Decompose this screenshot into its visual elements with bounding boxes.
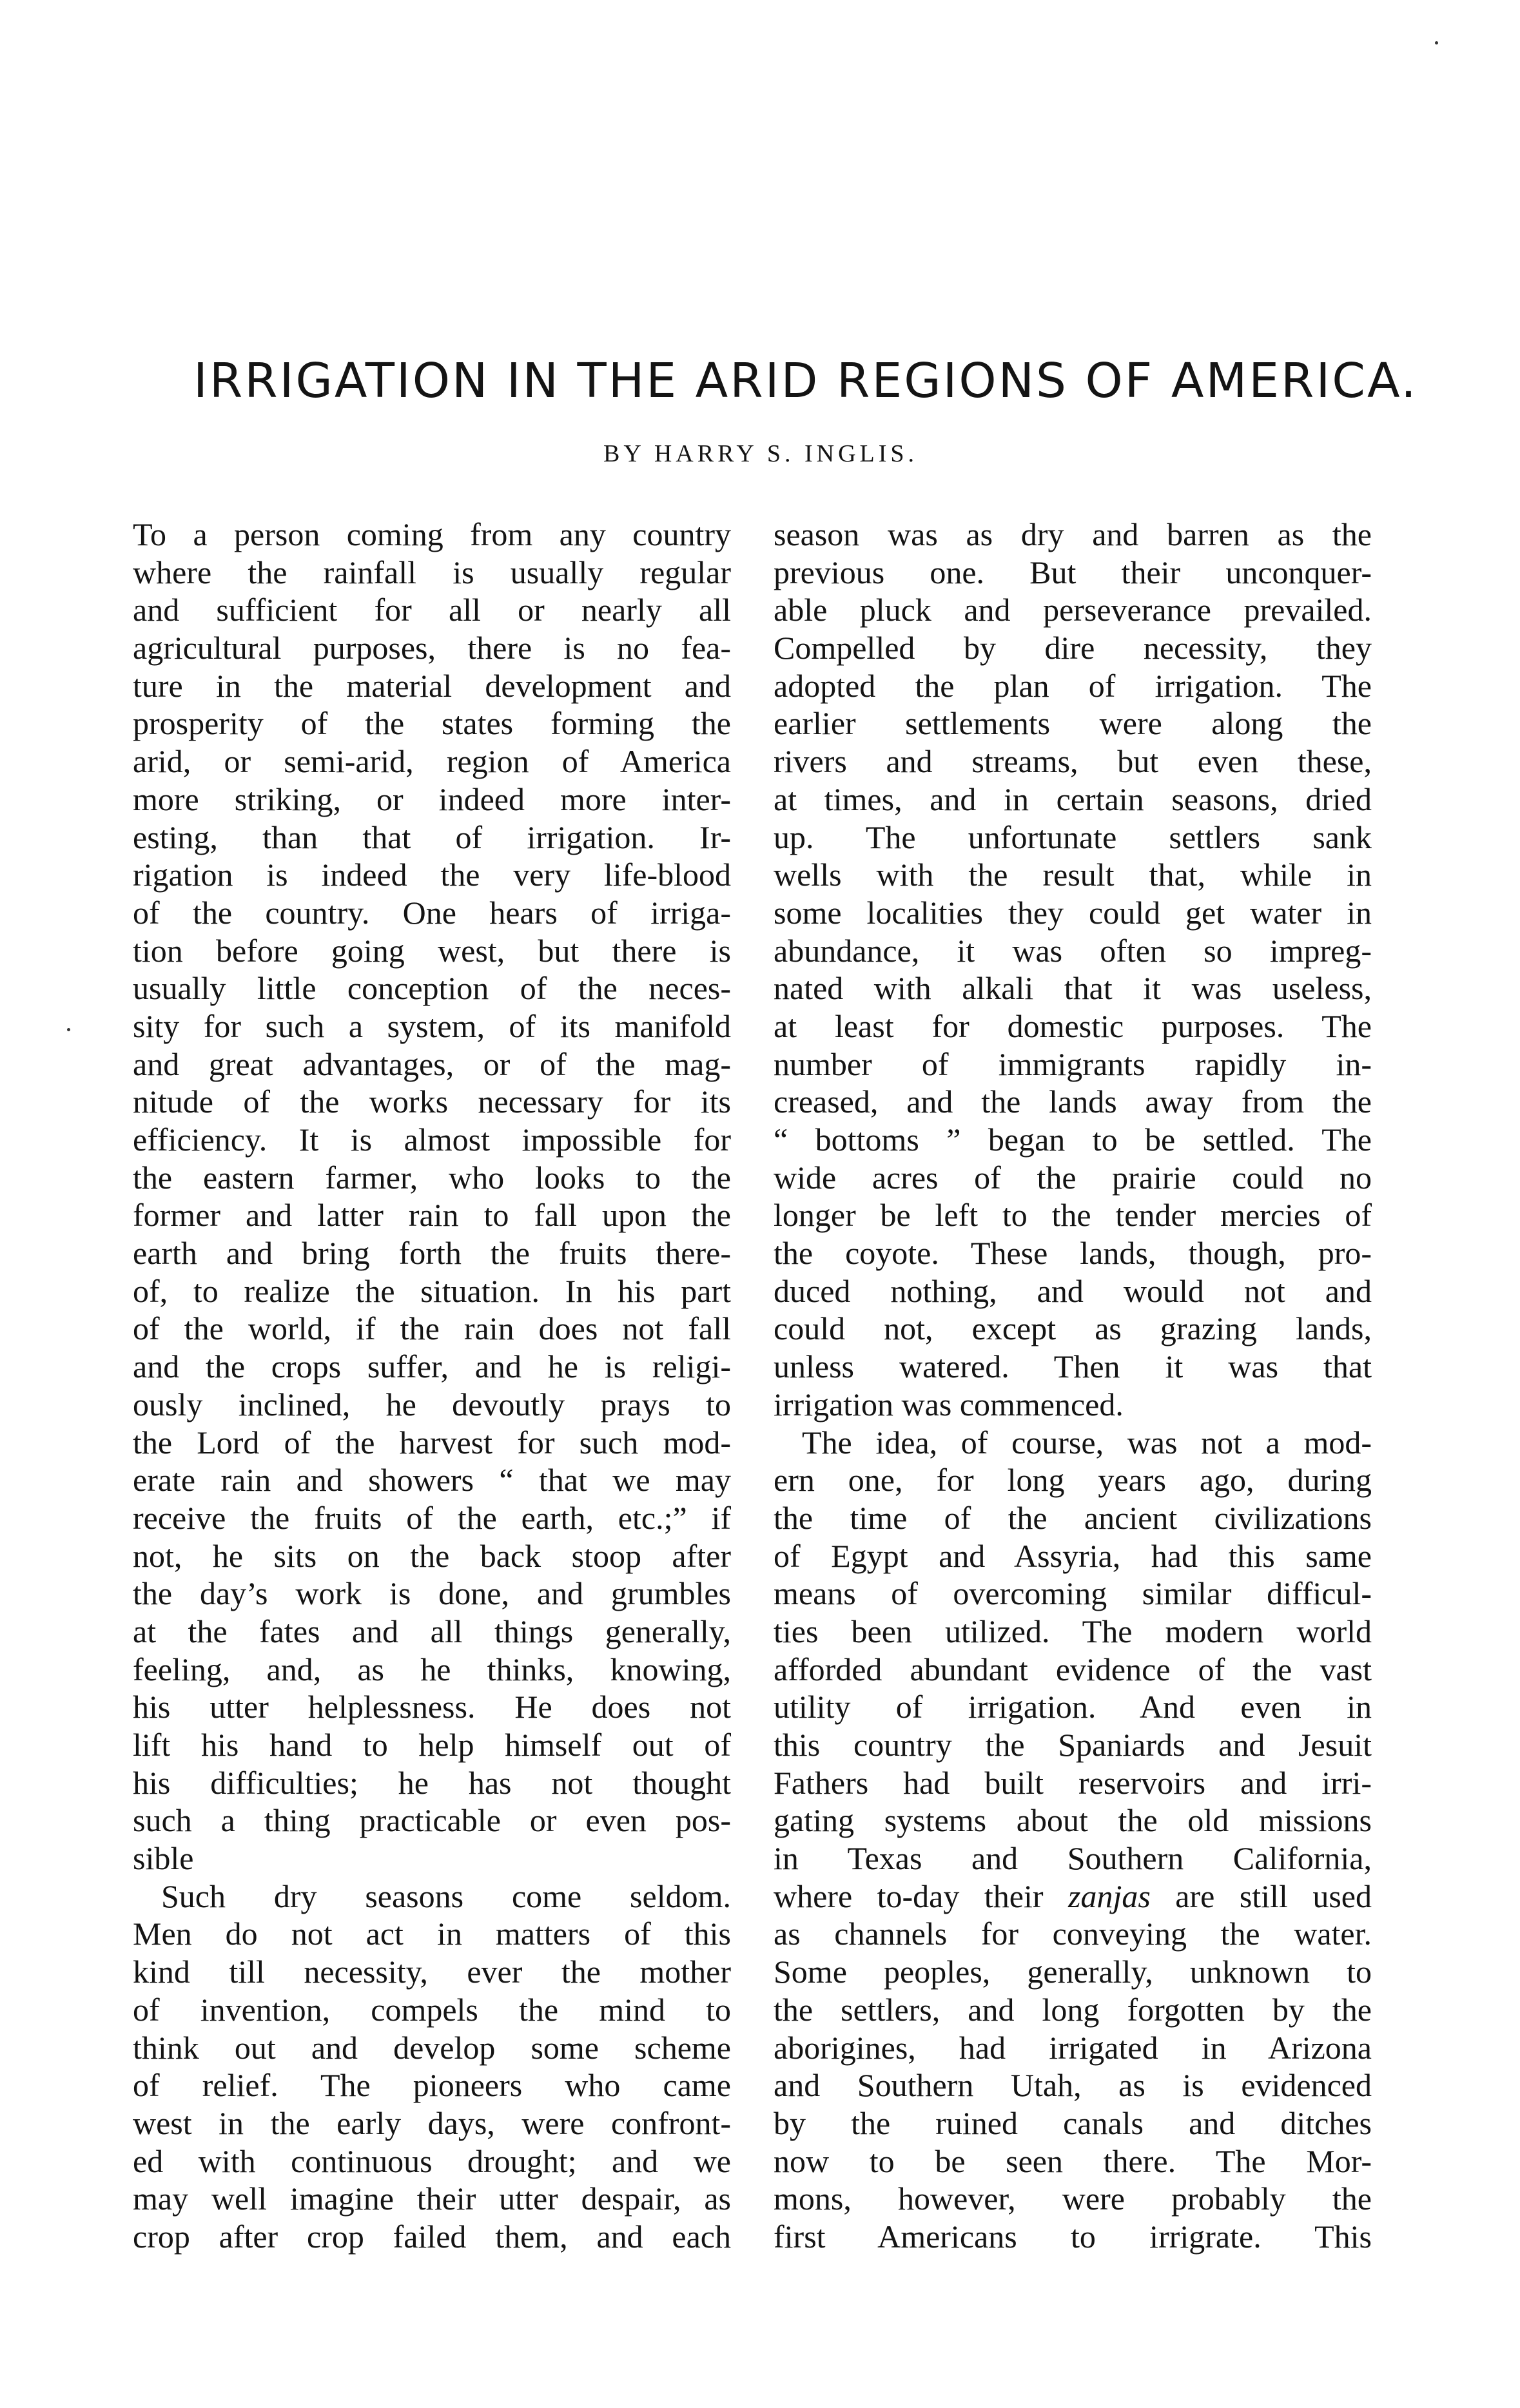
text-line: earth and bring forth the fruits there-	[133, 1235, 731, 1272]
text-line: Fathers had built reservoirs and irri-	[774, 1764, 1372, 1801]
text-line: now to be seen there. The Mor-	[774, 2142, 1372, 2179]
text-line: and sufficient for all or nearly all	[133, 592, 731, 628]
text-line: esting, than that of irrigation. Ir-	[133, 819, 731, 855]
text-line: and the crops suffer, and he is religi-	[133, 1348, 731, 1385]
text-line: Some peoples, generally, unknown to	[774, 1954, 1372, 1990]
text-line: unless watered. Then it was that	[774, 1348, 1372, 1385]
text-line: by the ruined canals and ditches	[774, 2104, 1372, 2141]
text-line: season was as dry and barren as the	[774, 516, 1372, 552]
text-line: previous one. But their unconquer-	[774, 554, 1372, 590]
text-line: wide acres of the prairie could no	[774, 1159, 1372, 1196]
text-line: “ bottoms ” began to be settled. The	[774, 1121, 1372, 1158]
text-line: the settlers, and long forgotten by the	[774, 1991, 1372, 2028]
text-line: abundance, it was often so impreg-	[774, 932, 1372, 969]
text-line: think out and develop some scheme	[133, 2029, 731, 2066]
text-line: not, he sits on the back stoop after	[133, 1537, 731, 1574]
text-line: longer be left to the tender mercies of	[774, 1197, 1372, 1234]
text-line: Men do not act in matters of this	[133, 1916, 731, 1952]
text-line: nitude of the works necessary for its	[133, 1083, 731, 1120]
text-line: of, to realize the situation. In his part	[133, 1272, 731, 1309]
text-line: his utter helplessness. He does not	[133, 1689, 731, 1725]
text-line: irrigation was commenced.	[774, 1386, 1124, 1422]
text-line: agricultural purposes, there is no fea-	[133, 630, 731, 666]
text-line: usually little conception of the neces-	[133, 970, 731, 1007]
text-line: of the world, if the rain does not fall	[133, 1310, 731, 1347]
text-line: where the rainfall is usually regular	[133, 554, 731, 590]
text-line: and Southern Utah, as is evidenced	[774, 2067, 1372, 2104]
text-line: mons, however, were probably the	[774, 2180, 1372, 2217]
print-speck-top	[1435, 41, 1438, 44]
text-line: the eastern farmer, who looks to the	[133, 1159, 731, 1196]
text-line: this country the Spaniards and Jesuit	[774, 1727, 1372, 1763]
text-line: efficiency. It is almost impossible for	[133, 1121, 731, 1158]
text-line: of invention, compels the mind to	[133, 1991, 731, 2028]
text-line: may well imagine their utter despair, as	[133, 2180, 731, 2217]
text-line: west in the early days, were confront-	[133, 2104, 731, 2141]
text-line: the coyote. These lands, though, pro-	[774, 1235, 1372, 1272]
text-line: ously inclined, he devoutly prays to	[133, 1386, 731, 1422]
text-line: more striking, or indeed more inter-	[133, 781, 731, 817]
text-line: at least for domestic purposes. The	[774, 1007, 1372, 1044]
text-line: The idea, of course, was not a mod-	[802, 1424, 1372, 1461]
text-line: crop after crop failed them, and each	[133, 2218, 731, 2255]
text-line: the day’s work is done, and grumbles	[133, 1575, 731, 1612]
text-line: means of overcoming similar difficul-	[774, 1575, 1372, 1612]
text-line: aborigines, had irrigated in Arizona	[774, 2029, 1372, 2066]
text-line: wells with the result that, while in	[774, 857, 1372, 893]
text-line: erate rain and showers “ that we may	[133, 1462, 731, 1499]
text-line: afforded abundant evidence of the vast	[774, 1651, 1372, 1687]
text-line: Compelled by dire necessity, they	[774, 630, 1372, 666]
text-line: his difficulties; he has not thought	[133, 1764, 731, 1801]
text-line: able pluck and perseverance prevailed.	[774, 592, 1372, 628]
text-line: as channels for conveying the water.	[774, 1916, 1372, 1952]
text-line: ture in the material development and	[133, 667, 731, 704]
print-speck-left	[67, 1028, 70, 1031]
text-line: of the country. One hears of irriga-	[133, 894, 731, 931]
text-line: former and latter rain to fall upon the	[133, 1197, 731, 1234]
right-column	[774, 516, 1372, 2256]
left-column	[133, 516, 731, 2256]
text-line: at times, and in certain seasons, dried	[774, 781, 1372, 817]
text-line: ern one, for long years ago, during	[774, 1462, 1372, 1499]
text-line: of relief. The pioneers who came	[133, 2067, 731, 2104]
text-line: kind till necessity, ever the mother	[133, 1954, 731, 1990]
text-line: the time of the ancient civilizations	[774, 1499, 1372, 1536]
text-line: adopted the plan of irrigation. The	[774, 667, 1372, 704]
text-line: rigation is indeed the very life-blood	[133, 857, 731, 893]
text-line: creased, and the lands away from the	[774, 1083, 1372, 1120]
text-line: at the fates and all things generally,	[133, 1613, 731, 1649]
text-line: sible	[133, 1840, 194, 1877]
text-line: rivers and streams, but even these,	[774, 743, 1372, 780]
text-line: and great advantages, or of the mag-	[133, 1045, 731, 1082]
text-line: ties been utilized. The modern world	[774, 1613, 1372, 1649]
text-line: utility of irrigation. And even in	[774, 1689, 1372, 1725]
article-byline: BY HARRY S. INGLIS.	[603, 440, 919, 467]
text-line: number of immigrants rapidly in-	[774, 1045, 1372, 1082]
text-line: duced nothing, and would not and	[774, 1272, 1372, 1309]
text-line: earlier settlements were along the	[774, 705, 1372, 742]
text-line: such a thing practicable or even pos-	[133, 1802, 731, 1839]
text-line: arid, or semi-arid, region of America	[133, 743, 731, 780]
text-line: the Lord of the harvest for such mod-	[133, 1424, 731, 1461]
text-line: of Egypt and Assyria, had this same	[774, 1537, 1372, 1574]
text-line: feeling, and, as he thinks, knowing,	[133, 1651, 731, 1687]
text-line: tion before going west, but there is	[133, 932, 731, 969]
text-line: prosperity of the states forming the	[133, 705, 731, 742]
text-line: Such dry seasons come seldom.	[161, 1878, 731, 1914]
text-line: gating systems about the old missions	[774, 1802, 1372, 1839]
text-line: sity for such a system, of its manifold	[133, 1007, 731, 1044]
text-line: in Texas and Southern California,	[774, 1840, 1372, 1877]
text-line: first Americans to irrigrate. This	[774, 2218, 1372, 2255]
text-line: could not, except as grazing lands,	[774, 1310, 1372, 1347]
text-line: ed with continuous drought; and we	[133, 2142, 731, 2179]
text-line: where to-day their zanjas are still used	[774, 1878, 1372, 1914]
article-title: IRRIGATION IN THE ARID REGIONS OF AMERICA.	[193, 353, 1418, 409]
text-line: some localities they could get water in	[774, 894, 1372, 931]
text-line: To a person coming from any country	[133, 516, 731, 552]
text-line: receive the fruits of the earth, etc.;” if	[133, 1499, 731, 1536]
text-line: up. The unfortunate settlers sank	[774, 819, 1372, 855]
text-line: nated with alkali that it was useless,	[774, 970, 1372, 1007]
text-line: lift his hand to help himself out of	[133, 1727, 731, 1763]
